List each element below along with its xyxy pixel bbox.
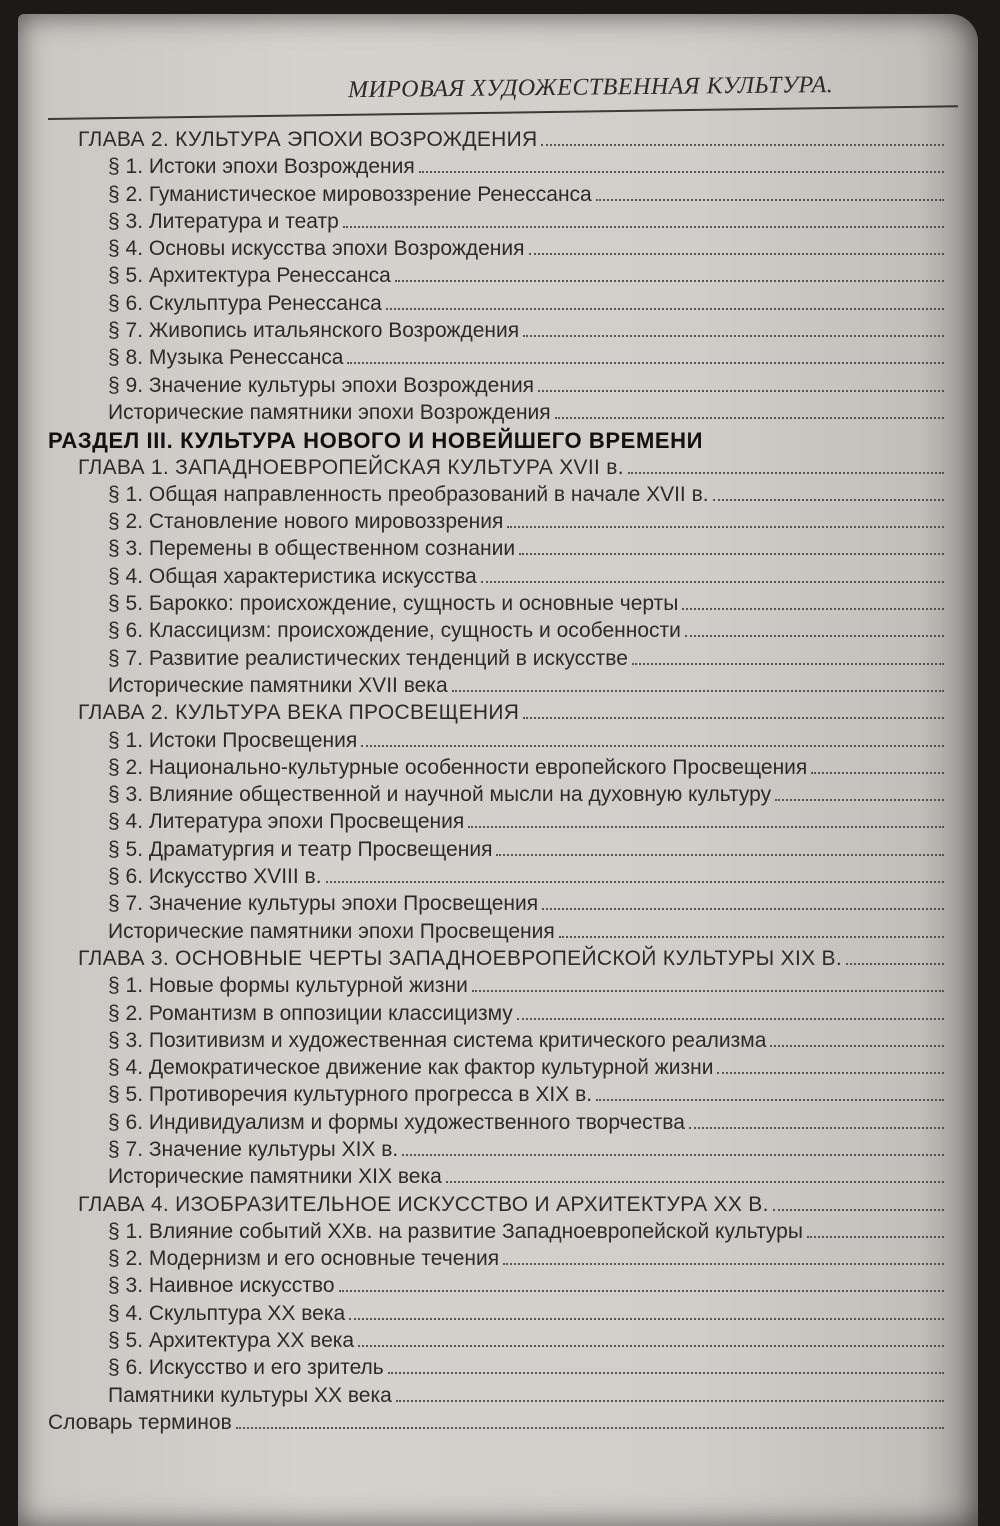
- dot-leader: [419, 170, 944, 173]
- dot-leader: [507, 525, 944, 528]
- toc-entry-text: ГЛАВА 2. КУЛЬТУРА ЭПОХИ ВОЗРОЖДЕНИЯ: [78, 128, 538, 151]
- toc-entry-section: [48, 319, 948, 346]
- toc-entry-section: [48, 1329, 948, 1356]
- toc-entry-section: [48, 1083, 948, 1110]
- toc-entry-section: [48, 1029, 948, 1056]
- toc-entry-text: § 2. Модернизм и его основные течения: [108, 1247, 500, 1271]
- toc-entry-section: [48, 1165, 948, 1192]
- dot-leader: [538, 389, 944, 392]
- toc-entry-text: § 4. Скульптура XX века: [108, 1301, 346, 1325]
- dot-leader: [347, 361, 944, 364]
- toc-entry-section: [48, 1056, 948, 1083]
- toc-entry-text: § 8. Музыка Ренессанса: [108, 346, 344, 370]
- dot-leader: [517, 1017, 944, 1020]
- toc-entry-text: § 7. Значение культуры эпохи Просвещения: [108, 892, 539, 916]
- toc-entry-text: § 9. Значение культуры эпохи Возрождения: [108, 373, 535, 397]
- toc-entry-text: § 3. Влияние общественной и научной мысли на духовную культуру: [108, 783, 772, 807]
- toc-entry-section: [48, 210, 948, 237]
- dot-leader: [811, 771, 944, 774]
- toc-entry-text: § 5. Архитектура XX века: [108, 1329, 355, 1353]
- toc-entry-text: § 3. Наивное искусство: [108, 1274, 335, 1298]
- toc-entry-text: § 2. Гуманистическое мировоззрение Ренессанса: [108, 182, 592, 206]
- toc-entry-section: [48, 810, 948, 837]
- toc-entry-text: ГЛАВА 3. ОСНОВНЫЕ ЧЕРТЫ ЗАПАДНОЕВРОПЕЙСКОЙ КУЛЬТУРЫ XIX В.: [78, 946, 842, 970]
- toc-entry-section: [48, 346, 948, 373]
- dot-leader: [628, 471, 944, 474]
- toc-entry-text: Исторические памятники эпохи Возрождения: [108, 400, 551, 424]
- toc-entry-text: § 2. Романтизм в оппозиции классицизму: [108, 1001, 513, 1025]
- toc-entry-text: § 1. Влияние событий XXв. на развитие Западноевропейской культуры: [108, 1219, 803, 1243]
- toc-entry-section: [48, 1302, 948, 1329]
- dot-leader: [773, 1208, 944, 1211]
- toc-entry-section: [48, 183, 948, 210]
- dot-leader: [481, 580, 944, 583]
- dot-leader: [388, 1371, 944, 1374]
- dot-leader: [386, 307, 944, 310]
- toc-entry-text: § 1. Истоки Просвещения: [108, 728, 358, 752]
- toc-entry-section: [48, 374, 948, 401]
- toc-entry-section: [48, 537, 948, 564]
- dot-leader: [596, 198, 944, 201]
- dot-leader: [343, 225, 944, 228]
- toc-entry-section: [48, 756, 948, 783]
- toc-entry-section: [48, 974, 948, 1001]
- dot-leader: [689, 1126, 944, 1129]
- toc-entry-section: [48, 892, 948, 919]
- toc-entry-section: [48, 292, 948, 319]
- toc-entry-text: § 6. Скульптура Ренессанса: [108, 291, 382, 315]
- toc-entry-section: [48, 1002, 948, 1029]
- toc-entry-section: [48, 920, 948, 947]
- toc-entry-section: [48, 1356, 948, 1383]
- toc-entry-chapter: [48, 456, 948, 483]
- toc-entry-text: Словарь терминов: [48, 1410, 232, 1434]
- toc-entry-text: § 1. Истоки эпохи Возрождения: [108, 155, 415, 179]
- toc-entry-section: [48, 729, 948, 756]
- toc-entry-text: § 7. Живопись итальянского Возрождения: [108, 319, 520, 343]
- toc-entry-appendix: [48, 1411, 948, 1438]
- toc-entry-section: [48, 783, 948, 810]
- toc-entry-text: § 2. Становление нового мировоззрения: [108, 510, 504, 534]
- dot-leader: [339, 1289, 944, 1292]
- table-of-contents: [48, 128, 948, 1438]
- dot-leader: [468, 825, 944, 828]
- toc-entry-section: [48, 619, 948, 646]
- toc-entry-text: Исторические памятники эпохи Просвещения: [108, 919, 555, 943]
- book-page: [18, 14, 978, 1526]
- toc-entry-section: [48, 510, 948, 537]
- toc-entry-section: [48, 674, 948, 701]
- toc-entry-text: § 5. Барокко: происхождение, сущность и основные черты: [108, 592, 679, 616]
- toc-entry-text: § 6. Классицизм: происхождение, сущность и особенности: [108, 619, 681, 643]
- dot-leader: [472, 989, 944, 992]
- dot-leader: [596, 1098, 944, 1101]
- toc-entry-text: § 7. Значение культуры XIX в.: [108, 1137, 399, 1161]
- toc-entry-text: § 3. Позитивизм и художественная система критического реализма: [108, 1028, 767, 1052]
- toc-entry-section: [48, 592, 948, 619]
- toc-entry-text: § 6. Искусство XVIII в.: [108, 865, 322, 889]
- toc-entry-chapter: [48, 947, 948, 974]
- toc-entry-text: § 4. Общая характеристика искусства: [108, 564, 477, 588]
- toc-entry-text: § 3. Перемены в общественном сознании: [108, 537, 516, 561]
- dot-leader: [846, 962, 944, 965]
- toc-entry-section: [48, 865, 948, 892]
- toc-entry-section: [48, 565, 948, 592]
- dot-leader: [236, 1426, 944, 1429]
- dot-leader: [395, 279, 944, 282]
- dot-leader: [519, 552, 944, 555]
- dot-leader: [770, 1044, 944, 1047]
- header-rule: [48, 105, 958, 120]
- toc-entry-text: § 3. Литература и театр: [108, 209, 339, 233]
- dot-leader: [496, 853, 944, 856]
- toc-entry-section: [48, 264, 948, 291]
- dot-leader: [807, 1235, 944, 1238]
- toc-entry-section: [48, 1111, 948, 1138]
- toc-entry-section: [48, 1384, 948, 1411]
- dot-leader: [396, 1399, 944, 1402]
- dot-leader: [542, 907, 944, 910]
- toc-entry-text: § 5. Противоречия культурного прогресса в XIX в.: [108, 1083, 593, 1107]
- toc-entry-text: § 4. Демократическое движение как фактор культурной жизни: [108, 1056, 714, 1080]
- toc-entry-chapter: [48, 1193, 948, 1220]
- dot-leader: [559, 935, 944, 938]
- dot-leader: [555, 416, 944, 419]
- toc-entry-section: [48, 1220, 948, 1247]
- dot-leader: [529, 252, 944, 255]
- toc-entry-text: § 5. Драматургия и театр Просвещения: [108, 837, 493, 861]
- toc-entry-text: ГЛАВА 1. ЗАПАДНОЕВРОПЕЙСКАЯ КУЛЬТУРА XVII в.: [78, 455, 624, 479]
- dot-leader: [503, 1262, 944, 1265]
- toc-entry-chapter: [48, 128, 948, 155]
- toc-entry-text: § 4. Основы искусства эпохи Возрождения: [108, 237, 525, 261]
- dot-leader: [326, 880, 944, 883]
- dot-leader: [713, 498, 944, 501]
- toc-entry-text: ГЛАВА 4. ИЗОБРАЗИТЕЛЬНОЕ ИСКУССТВО И АРХИТЕКТУРА XX В.: [78, 1192, 769, 1216]
- toc-entry-section: [48, 1247, 948, 1274]
- toc-entry-text: РАЗДЕЛ III. КУЛЬТУРА НОВОГО И НОВЕЙШЕГО ВРЕМЕНИ: [48, 428, 704, 454]
- toc-entry-text: Исторические памятники XVII века: [108, 673, 448, 697]
- toc-entry-text: § 7. Развитие реалистических тенденций в искусстве: [108, 646, 628, 670]
- toc-entry-section: [48, 237, 948, 264]
- toc-entry-text: § 1. Новые формы культурной жизни: [108, 974, 468, 998]
- toc-entry-part: [48, 428, 948, 455]
- toc-entry-text: § 6. Искусство и его зритель: [108, 1356, 384, 1380]
- dot-leader: [775, 798, 944, 801]
- dot-leader: [452, 689, 944, 692]
- toc-entry-text: § 2. Национально-культурные особенности европейского Просвещения: [108, 755, 808, 779]
- toc-entry-text: Памятники культуры XX века: [108, 1383, 392, 1407]
- toc-entry-chapter: [48, 701, 948, 728]
- toc-entry-section: [48, 401, 948, 428]
- dot-leader: [361, 744, 944, 747]
- dot-leader: [349, 1317, 944, 1320]
- dot-leader: [682, 607, 944, 610]
- toc-entry-section: [48, 647, 948, 674]
- dot-leader: [523, 334, 944, 337]
- dot-leader: [358, 1344, 944, 1347]
- toc-entry-section: [48, 483, 948, 510]
- toc-entry-text: § 5. Архитектура Ренессанса: [108, 264, 391, 288]
- toc-entry-section: [48, 838, 948, 865]
- toc-entry-text: § 4. Литература эпохи Просвещения: [108, 810, 465, 834]
- dot-leader: [446, 1180, 944, 1183]
- toc-entry-section: [48, 1138, 948, 1165]
- toc-entry-section: [48, 155, 948, 182]
- running-head: МИРОВАЯ ХУДОЖЕСТВЕННАЯ КУЛЬТУРА.: [347, 72, 834, 104]
- dot-leader: [632, 662, 944, 665]
- toc-entry-text: § 6. Индивидуализм и формы художественного творчества: [108, 1110, 685, 1134]
- dot-leader: [685, 634, 944, 637]
- toc-entry-text: § 1. Общая направленность преобразований в начале XVII в.: [108, 482, 709, 506]
- toc-entry-text: Исторические памятники XIX века: [108, 1165, 442, 1189]
- toc-entry-section: [48, 1274, 948, 1301]
- dot-leader: [717, 1071, 944, 1074]
- dot-leader: [523, 716, 944, 719]
- toc-entry-text: ГЛАВА 2. КУЛЬТУРА ВЕКА ПРОСВЕЩЕНИЯ: [78, 701, 520, 725]
- dot-leader: [541, 143, 944, 146]
- dot-leader: [402, 1153, 944, 1156]
